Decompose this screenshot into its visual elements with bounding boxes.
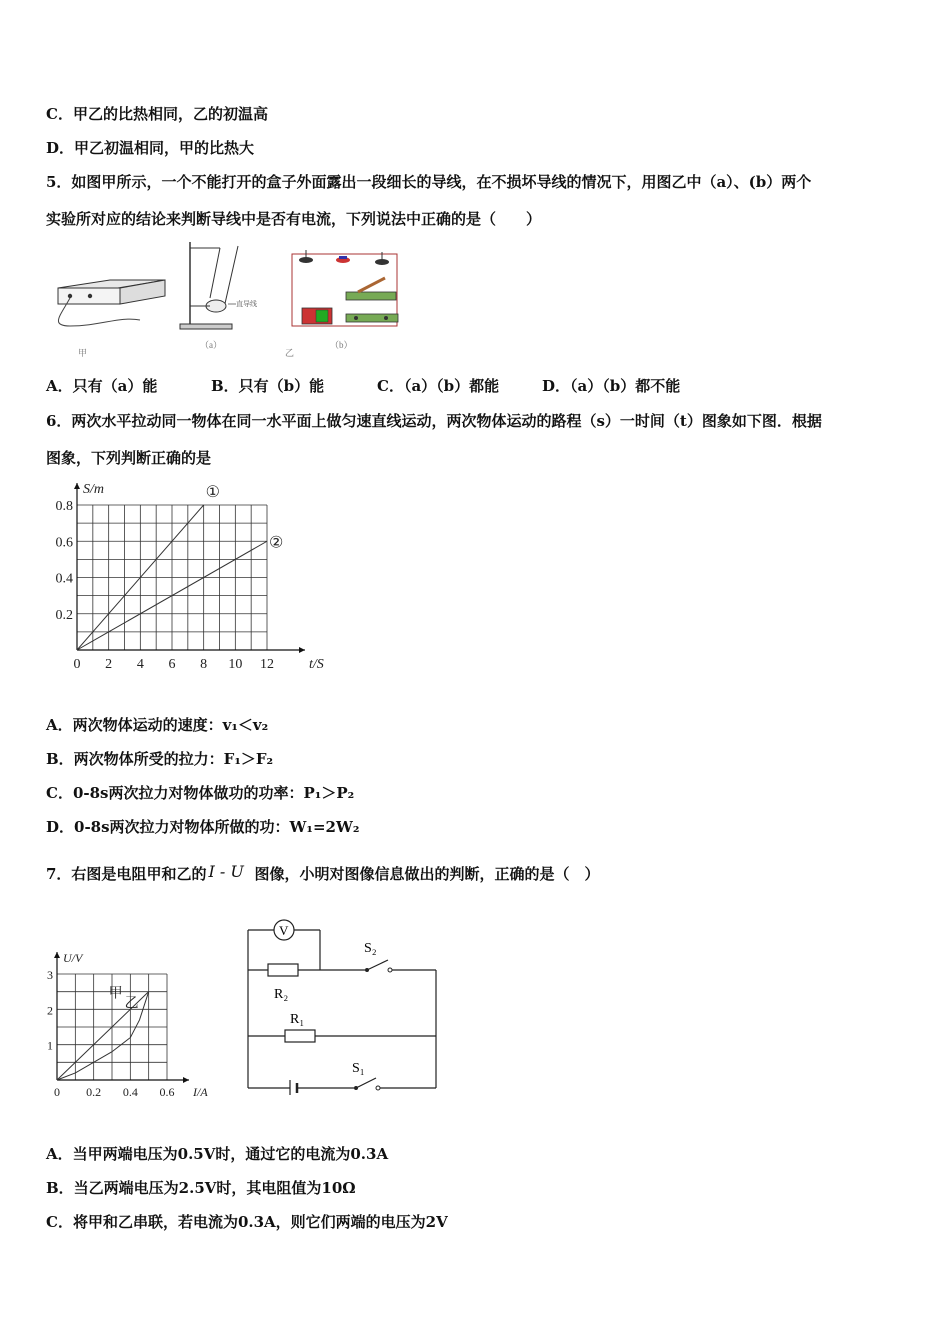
box-with-wire-figure xyxy=(58,280,165,358)
q5-options-row xyxy=(46,375,680,396)
fig-label-wire: 直导线 xyxy=(236,300,257,308)
x-tick-label: 10 xyxy=(228,657,243,672)
fig-label-a: （a） xyxy=(200,340,222,350)
switch-s1 xyxy=(354,1078,380,1090)
q7-stem-post: 图像，小明对图像信息做出的判断，正确的是（ ） xyxy=(254,865,600,883)
q6-stem-line2: 图象，下列判断正确的是 xyxy=(46,449,212,467)
x-axis-arrow xyxy=(183,1077,189,1083)
q4-option-c: C．甲乙的比热相同，乙的初温高 xyxy=(46,105,268,123)
q7-option-c: C．将甲和乙串联，若电流为0.3A，则它们两端的电压为2V xyxy=(46,1213,448,1231)
q6-stem-line1: 6．两次水平拉动同一物体在同一水平面上做匀速直线运动，两次物体运动的路程（s）一时间（t）图象如下图．根据 xyxy=(46,412,822,430)
oersted-apparatus-figure xyxy=(180,242,257,350)
y-tick-label: 3 xyxy=(47,968,53,982)
x-tick-label: 0 xyxy=(73,657,81,672)
y-axis-label: U/V xyxy=(63,951,83,965)
fig-label-jia: 甲 xyxy=(78,348,88,358)
x-tick-label: 0.4 xyxy=(122,1085,138,1099)
y-axis-arrow xyxy=(74,483,80,489)
voltmeter-label: V xyxy=(279,923,289,938)
y-axis-arrow xyxy=(54,952,60,958)
y-tick-label: 2 xyxy=(47,1003,53,1018)
q4-option-d: D．甲乙初温相同，甲的比热大 xyxy=(46,139,255,157)
q7-option-b: B．当乙两端电压为2.5V时，其电阻值为10Ω xyxy=(46,1179,356,1197)
x-tick-label: 2 xyxy=(105,657,113,672)
q5-option-d: D．（a）（b）都不能 xyxy=(542,377,681,395)
y-tick-label: 0.4 xyxy=(55,571,73,587)
s1-label: S₁ xyxy=(352,1061,365,1076)
s2-label: S₂ xyxy=(364,941,377,956)
r2-label: R₂ xyxy=(274,987,289,1002)
series-label-2: ② xyxy=(269,534,284,552)
chart-labels xyxy=(47,951,208,1099)
q7-stem xyxy=(46,863,599,884)
r1-label: R₁ xyxy=(290,1012,305,1027)
resistor-r1 xyxy=(285,1030,315,1042)
q5-option-c: C．（a）（b）都能 xyxy=(377,377,500,395)
series-label-1: ① xyxy=(205,484,221,501)
u-i-chart xyxy=(40,940,230,1100)
q7-stem-pre: 7．右图是电阻甲和乙的 xyxy=(46,865,207,883)
battery xyxy=(290,1080,297,1095)
x-tick-label: 4 xyxy=(136,657,144,672)
q6-option-b: B．两次物体所受的拉力：F₁＞F₂ xyxy=(46,750,274,768)
x-tick-label: 0 xyxy=(54,1085,60,1099)
series-label-1: 甲 xyxy=(108,986,123,1002)
chart-labels xyxy=(56,482,324,672)
chart-grid xyxy=(77,505,267,650)
q7-formula: I - U xyxy=(208,862,244,881)
switch-s2 xyxy=(365,960,392,972)
circuit-diagram xyxy=(240,910,450,1095)
x-tick-label: 0.6 xyxy=(159,1085,175,1099)
series-label-2: 乙 xyxy=(124,996,139,1012)
x-tick-label: 0.2 xyxy=(86,1085,102,1099)
y-axis-label: S/m xyxy=(83,482,104,497)
x-tick-label: 12 xyxy=(260,657,274,672)
fig-label-yi: 乙 xyxy=(285,348,295,358)
q6-option-d: D．0-8s两次拉力对物体所做的功：W₁=2W₂ xyxy=(46,818,360,836)
s-t-chart xyxy=(40,476,330,686)
y-tick-label: 0.8 xyxy=(55,499,73,514)
x-tick-label: 8 xyxy=(200,657,208,672)
q5-stem-line1: 5．如图甲所示，一个不能打开的盒子外面露出一段细长的导线，在不损坏导线的情况下，用图乙中（a）、(b）两个 xyxy=(46,173,812,191)
q7-option-a: A．当甲两端电压为0.5V时，通过它的电流为0.3A xyxy=(46,1145,389,1163)
q5-option-a: A．只有（a）能 xyxy=(46,377,158,395)
y-tick-label: 0.2 xyxy=(55,607,73,623)
q5-option-b: B．只有（b）能 xyxy=(211,377,325,395)
q6-option-c: C．0-8s两次拉力对物体做功的功率：P₁＞P₂ xyxy=(46,784,355,802)
x-axis-label: I/A xyxy=(193,1085,208,1099)
resistor-r2 xyxy=(268,964,298,976)
voltmeter xyxy=(274,920,294,940)
magnetic-field-apparatus-figure xyxy=(285,250,398,358)
q5-figure xyxy=(40,238,410,363)
q5-stem-line2: 实验所对应的结论来判断导线中是否有电流，下列说法中正确的是（ ） xyxy=(46,210,542,228)
y-tick-label: 0.6 xyxy=(55,535,73,551)
x-axis-arrow xyxy=(299,647,305,653)
fig-label-b: （b） xyxy=(330,340,353,350)
q6-option-a: A．两次物体运动的速度：v₁＜v₂ xyxy=(46,716,269,734)
y-tick-label: 1 xyxy=(47,1038,53,1053)
x-axis-label: t/S xyxy=(309,657,324,672)
x-tick-label: 6 xyxy=(168,657,176,672)
